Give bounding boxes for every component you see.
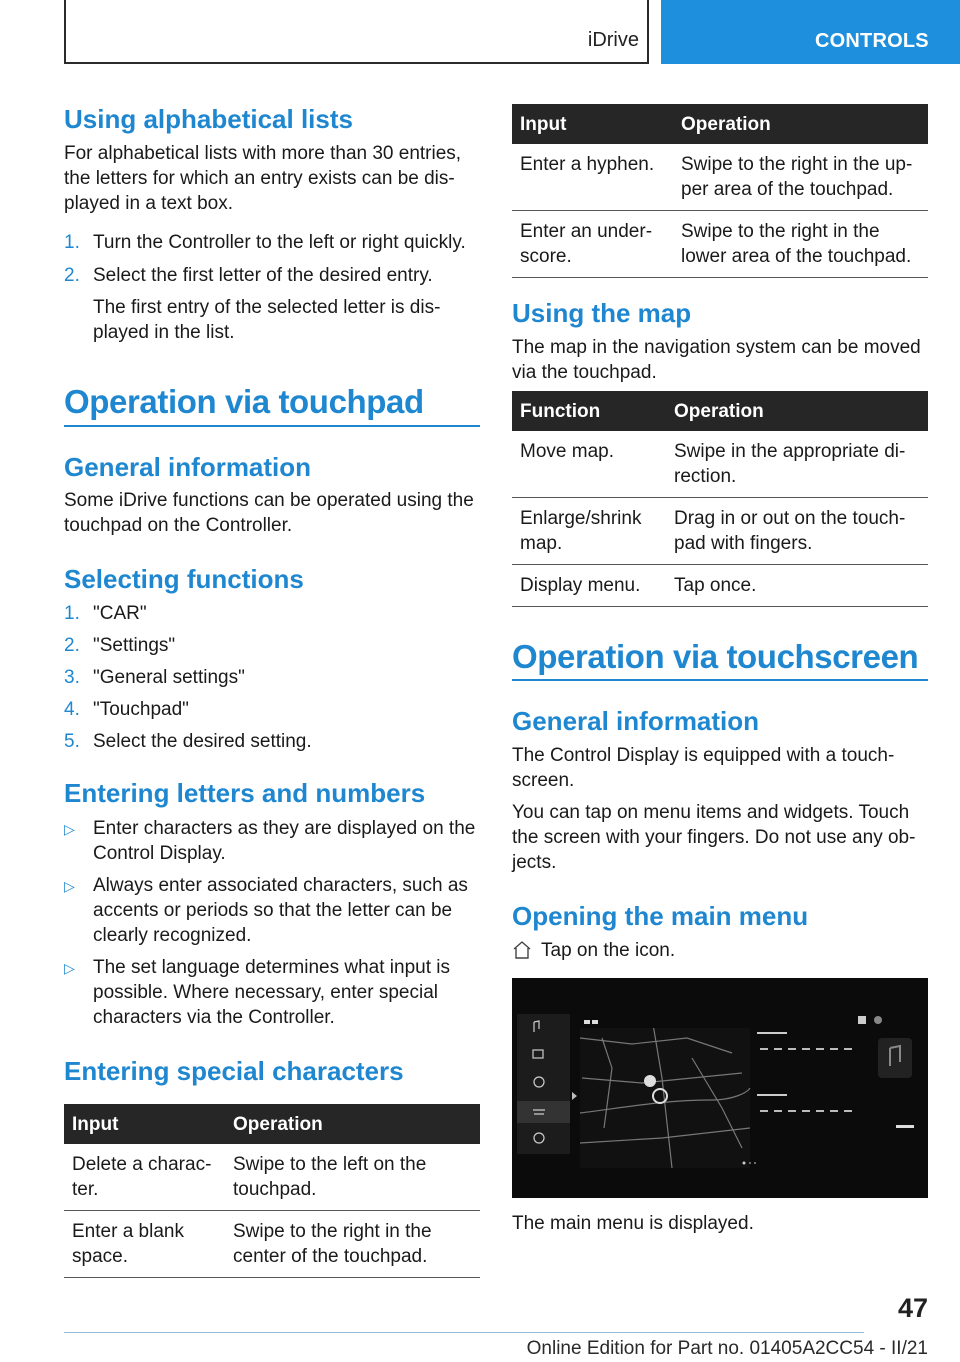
table-cell: Swipe to the right in the up- per area of the touchpad.	[673, 144, 928, 211]
table-cell: Swipe to the left on the touchpad.	[225, 1144, 480, 1211]
general-title: General information	[64, 452, 312, 482]
table-row	[512, 144, 928, 211]
header-section: iDrive	[587, 29, 639, 51]
table-row	[512, 498, 928, 565]
general-title-2: General information	[512, 706, 760, 736]
main-menu-screenshot	[512, 978, 928, 1198]
entering-title: Entering letters and numbers	[64, 778, 426, 808]
table-header: Operation	[673, 104, 928, 144]
mainmenu-title: Opening the main menu	[512, 901, 809, 931]
alpha-intro: For alphabetical lists with more than 30 entries, the letters for which an entry exists can be dis- played in a text box.	[64, 143, 462, 214]
special-chars-table	[64, 1104, 480, 1278]
table-row	[512, 431, 928, 498]
screen-caption: The main menu is displayed.	[512, 1213, 754, 1234]
general-text-2: You can tap on menu items and widgets. Touch the screen with your fingers. Do not use any ob- jects.	[512, 802, 916, 873]
selecting-title: Selecting functions	[64, 564, 304, 594]
home-icon	[512, 940, 532, 960]
table-header: Input	[64, 1104, 225, 1144]
table-cell: Delete a charac- ter.	[64, 1144, 225, 1211]
table-header: Function	[512, 391, 666, 431]
footer-edition: Online Edition for Part no. 01405A2CC54 - II/21	[526, 1338, 928, 1359]
header-section-box	[64, 0, 649, 64]
table-cell: Enter a hyphen.	[512, 144, 673, 211]
general-text: Some iDrive functions can be operated using the touchpad on the Controller.	[64, 490, 474, 536]
table-header: Input	[512, 104, 673, 144]
header-chapter-tab	[661, 0, 960, 64]
table-cell: Enter a blank space.	[64, 1211, 225, 1278]
bullet-icon: ▷	[64, 960, 75, 976]
special-title: Entering special characters	[64, 1056, 404, 1086]
table-header: Operation	[225, 1104, 480, 1144]
alpha-note: The first entry of the selected letter is dis- played in the list.	[93, 297, 441, 343]
map-text: The map in the navigation system can be moved via the touchpad.	[512, 337, 921, 383]
bullet-icon: ▷	[64, 878, 75, 894]
general-text-1: The Control Display is equipped with a touch- screen.	[512, 745, 895, 791]
header-chapter: CONTROLS	[815, 30, 929, 52]
table-cell: Move map.	[512, 431, 666, 498]
table-cell: Swipe to the right in the center of the touchpad.	[225, 1211, 480, 1278]
chapter-rule	[64, 425, 480, 427]
table-cell: Tap once.	[666, 565, 928, 607]
special-chars-table-cont	[512, 104, 928, 278]
map-title: Using the map	[512, 298, 692, 328]
footer-rule	[64, 1332, 864, 1333]
table-header-row	[512, 104, 928, 144]
table-cell: Swipe to the right in the lower area of the touchpad.	[673, 211, 928, 278]
table-header: Operation	[666, 391, 928, 431]
map-table	[512, 391, 928, 607]
table-cell: Enlarge/shrink map.	[512, 498, 666, 565]
table-row	[512, 565, 928, 607]
alpha-title: Using alphabetical lists	[64, 104, 353, 134]
table-row	[64, 1211, 480, 1278]
table-cell: Swipe in the appropriate di- rection.	[666, 431, 928, 498]
chapter-rule	[512, 679, 928, 681]
table-row	[64, 1144, 480, 1211]
touchscreen-chapter-title: Operation via touchscreen	[512, 638, 919, 675]
table-cell: Drag in or out on the touch- pad with fingers.	[666, 498, 928, 565]
mainmenu-instruction: Tap on the icon.	[541, 940, 676, 961]
table-cell: Display menu.	[512, 565, 666, 607]
table-row	[512, 211, 928, 278]
table-header-row	[64, 1104, 480, 1144]
table-cell: Enter an under- score.	[512, 211, 673, 278]
bullet-icon: ▷	[64, 821, 75, 837]
table-header-row	[512, 391, 928, 431]
page-number: 47	[897, 1293, 928, 1323]
touchpad-chapter-title: Operation via touchpad	[64, 383, 424, 420]
